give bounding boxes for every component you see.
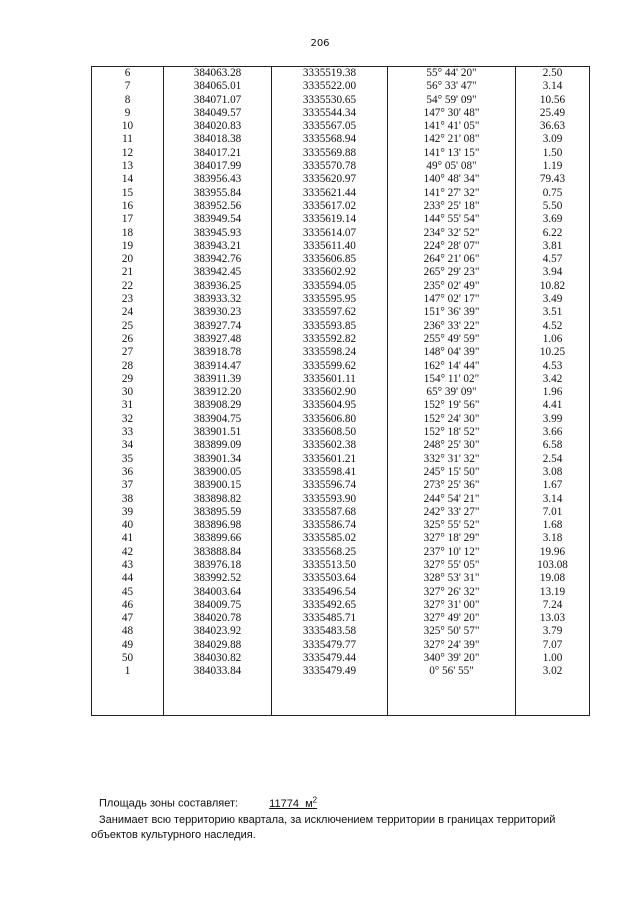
table-row bbox=[92, 67, 590, 81]
y-coordinate-cell: 3335492.65 bbox=[272, 599, 388, 612]
point-number-cell: 1 bbox=[92, 665, 164, 678]
empty-cell bbox=[92, 679, 164, 716]
point-number-cell: 37 bbox=[92, 479, 164, 492]
y-coordinate-cell: 3335598.41 bbox=[272, 466, 388, 479]
length-cell: 3.08 bbox=[516, 466, 590, 479]
y-coordinate-cell: 3335602.92 bbox=[272, 266, 388, 279]
x-coordinate-cell: 383955.84 bbox=[164, 187, 272, 200]
x-coordinate-cell: 384017.21 bbox=[164, 147, 272, 160]
direction-angle-cell: 233° 25' 18" bbox=[388, 200, 516, 213]
direction-angle-cell: 224° 28' 07" bbox=[388, 240, 516, 253]
point-number-cell: 6 bbox=[92, 67, 164, 81]
x-coordinate-cell: 383912.20 bbox=[164, 386, 272, 399]
x-coordinate-cell: 384023.92 bbox=[164, 625, 272, 638]
x-coordinate-cell: 384071.07 bbox=[164, 94, 272, 107]
point-number-cell: 48 bbox=[92, 625, 164, 638]
y-coordinate-cell: 3335602.38 bbox=[272, 439, 388, 452]
y-coordinate-cell: 3335608.50 bbox=[272, 426, 388, 439]
y-coordinate-cell: 3335522.00 bbox=[272, 80, 388, 93]
length-cell: 4.57 bbox=[516, 253, 590, 266]
length-cell: 7.01 bbox=[516, 506, 590, 519]
page-number: 206 bbox=[310, 38, 330, 49]
x-coordinate-cell: 384018.38 bbox=[164, 133, 272, 146]
x-coordinate-cell: 383901.51 bbox=[164, 426, 272, 439]
x-coordinate-cell: 383992.52 bbox=[164, 572, 272, 585]
direction-angle-cell: 141° 41' 05" bbox=[388, 120, 516, 133]
y-coordinate-cell: 3335620.97 bbox=[272, 173, 388, 186]
point-number-cell: 24 bbox=[92, 306, 164, 319]
x-coordinate-cell: 384020.83 bbox=[164, 120, 272, 133]
table-row bbox=[92, 586, 590, 599]
point-number-cell: 11 bbox=[92, 133, 164, 146]
zone-area-unit: м bbox=[305, 797, 313, 810]
direction-angle-cell: 141° 13' 15" bbox=[388, 147, 516, 160]
direction-angle-cell: 332° 31' 32" bbox=[388, 453, 516, 466]
table-row bbox=[92, 493, 590, 506]
table-row bbox=[92, 94, 590, 107]
x-coordinate-cell: 384003.64 bbox=[164, 586, 272, 599]
point-number-cell: 38 bbox=[92, 493, 164, 506]
length-cell: 4.52 bbox=[516, 320, 590, 333]
x-coordinate-cell: 384029.88 bbox=[164, 639, 272, 652]
length-cell: 1.67 bbox=[516, 479, 590, 492]
table-row bbox=[92, 107, 590, 120]
length-cell: 1.68 bbox=[516, 519, 590, 532]
table-row bbox=[92, 506, 590, 519]
y-coordinate-cell: 3335604.95 bbox=[272, 399, 388, 412]
table-row bbox=[92, 572, 590, 585]
zone-area-value bbox=[269, 795, 318, 810]
direction-angle-cell: 327° 49' 20" bbox=[388, 612, 516, 625]
length-cell: 19.08 bbox=[516, 572, 590, 585]
point-number-cell: 41 bbox=[92, 532, 164, 545]
length-cell: 3.99 bbox=[516, 413, 590, 426]
length-cell: 2.54 bbox=[516, 453, 590, 466]
y-coordinate-cell: 3335593.90 bbox=[272, 493, 388, 506]
y-coordinate-cell: 3335530.65 bbox=[272, 94, 388, 107]
direction-angle-cell: 327° 26' 32" bbox=[388, 586, 516, 599]
length-cell: 1.50 bbox=[516, 147, 590, 160]
table-row bbox=[92, 120, 590, 133]
length-cell: 4.53 bbox=[516, 360, 590, 373]
direction-angle-cell: 152° 19' 56" bbox=[388, 399, 516, 412]
x-coordinate-cell: 383956.43 bbox=[164, 173, 272, 186]
direction-angle-cell: 325° 55' 52" bbox=[388, 519, 516, 532]
x-coordinate-cell: 383943.21 bbox=[164, 240, 272, 253]
direction-angle-cell: 248° 25' 30" bbox=[388, 439, 516, 452]
table-row bbox=[92, 426, 590, 439]
length-cell: 79.43 bbox=[516, 173, 590, 186]
x-coordinate-cell: 383942.45 bbox=[164, 266, 272, 279]
direction-angle-cell: 0° 56' 55" bbox=[388, 665, 516, 678]
y-coordinate-cell: 3335569.88 bbox=[272, 147, 388, 160]
table-row bbox=[92, 213, 590, 226]
table-row bbox=[92, 532, 590, 545]
y-coordinate-cell: 3335503.64 bbox=[272, 572, 388, 585]
direction-angle-cell: 242° 33' 27" bbox=[388, 506, 516, 519]
point-number-cell: 45 bbox=[92, 586, 164, 599]
point-number-cell: 10 bbox=[92, 120, 164, 133]
table-row bbox=[92, 519, 590, 532]
length-cell: 13.03 bbox=[516, 612, 590, 625]
x-coordinate-cell: 383900.15 bbox=[164, 479, 272, 492]
x-coordinate-cell: 384065.01 bbox=[164, 80, 272, 93]
direction-angle-cell: 244° 54' 21" bbox=[388, 493, 516, 506]
x-coordinate-cell: 384049.57 bbox=[164, 107, 272, 120]
x-coordinate-cell: 383952.56 bbox=[164, 200, 272, 213]
point-number-cell: 50 bbox=[92, 652, 164, 665]
table-row bbox=[92, 665, 590, 678]
length-cell: 2.50 bbox=[516, 67, 590, 81]
empty-cell bbox=[164, 679, 272, 716]
x-coordinate-cell: 383914.47 bbox=[164, 360, 272, 373]
direction-angle-cell: 49° 05' 08" bbox=[388, 160, 516, 173]
y-coordinate-cell: 3335606.80 bbox=[272, 413, 388, 426]
table-row bbox=[92, 187, 590, 200]
x-coordinate-cell: 383927.74 bbox=[164, 320, 272, 333]
y-coordinate-cell: 3335513.50 bbox=[272, 559, 388, 572]
length-cell: 1.96 bbox=[516, 386, 590, 399]
point-number-cell: 42 bbox=[92, 546, 164, 559]
point-number-cell: 28 bbox=[92, 360, 164, 373]
point-number-cell: 19 bbox=[92, 240, 164, 253]
y-coordinate-cell: 3335594.05 bbox=[272, 280, 388, 293]
point-number-cell: 20 bbox=[92, 253, 164, 266]
length-cell: 1.19 bbox=[516, 160, 590, 173]
x-coordinate-cell: 383942.76 bbox=[164, 253, 272, 266]
point-number-cell: 17 bbox=[92, 213, 164, 226]
length-cell: 10.25 bbox=[516, 346, 590, 359]
x-coordinate-cell: 383949.54 bbox=[164, 213, 272, 226]
length-cell: 5.50 bbox=[516, 200, 590, 213]
point-number-cell: 9 bbox=[92, 107, 164, 120]
length-cell: 19.96 bbox=[516, 546, 590, 559]
direction-angle-cell: 327° 31' 00" bbox=[388, 599, 516, 612]
point-number-cell: 31 bbox=[92, 399, 164, 412]
point-number-cell: 35 bbox=[92, 453, 164, 466]
length-cell: 3.02 bbox=[516, 665, 590, 678]
x-coordinate-cell: 384009.75 bbox=[164, 599, 272, 612]
table-row bbox=[92, 439, 590, 452]
direction-angle-cell: 54° 59' 09" bbox=[388, 94, 516, 107]
table-row bbox=[92, 173, 590, 186]
x-coordinate-cell: 383899.66 bbox=[164, 532, 272, 545]
point-number-cell: 18 bbox=[92, 227, 164, 240]
direction-angle-cell: 273° 25' 36" bbox=[388, 479, 516, 492]
point-number-cell: 8 bbox=[92, 94, 164, 107]
point-number-cell: 12 bbox=[92, 147, 164, 160]
length-cell: 3.49 bbox=[516, 293, 590, 306]
empty-cell bbox=[516, 679, 590, 716]
direction-angle-cell: 255° 49' 59" bbox=[388, 333, 516, 346]
table-row bbox=[92, 133, 590, 146]
y-coordinate-cell: 3335601.11 bbox=[272, 373, 388, 386]
table-row bbox=[92, 240, 590, 253]
length-cell: 1.00 bbox=[516, 652, 590, 665]
y-coordinate-cell: 3335496.54 bbox=[272, 586, 388, 599]
point-number-cell: 27 bbox=[92, 346, 164, 359]
direction-angle-cell: 327° 24' 39" bbox=[388, 639, 516, 652]
y-coordinate-cell: 3335617.02 bbox=[272, 200, 388, 213]
y-coordinate-cell: 3335606.85 bbox=[272, 253, 388, 266]
direction-angle-cell: 235° 02' 49" bbox=[388, 280, 516, 293]
y-coordinate-cell: 3335519.38 bbox=[272, 67, 388, 81]
direction-angle-cell: 245° 15' 50" bbox=[388, 466, 516, 479]
table-row bbox=[92, 200, 590, 213]
y-coordinate-cell: 3335587.68 bbox=[272, 506, 388, 519]
length-cell: 1.06 bbox=[516, 333, 590, 346]
direction-angle-cell: 147° 02' 17" bbox=[388, 293, 516, 306]
y-coordinate-cell: 3335621.44 bbox=[272, 187, 388, 200]
point-number-cell: 29 bbox=[92, 373, 164, 386]
x-coordinate-cell: 383904.75 bbox=[164, 413, 272, 426]
direction-angle-cell: 162° 14' 44" bbox=[388, 360, 516, 373]
table-row bbox=[92, 227, 590, 240]
direction-angle-cell: 65° 39' 09" bbox=[388, 386, 516, 399]
point-number-cell: 46 bbox=[92, 599, 164, 612]
y-coordinate-cell: 3335544.34 bbox=[272, 107, 388, 120]
coordinates-table-body bbox=[92, 67, 590, 716]
point-number-cell: 16 bbox=[92, 200, 164, 213]
table-empty-row bbox=[92, 679, 590, 716]
x-coordinate-cell: 384063.28 bbox=[164, 67, 272, 81]
direction-angle-cell: 154° 11' 02" bbox=[388, 373, 516, 386]
table-row bbox=[92, 559, 590, 572]
length-cell: 3.09 bbox=[516, 133, 590, 146]
y-coordinate-cell: 3335479.77 bbox=[272, 639, 388, 652]
y-coordinate-cell: 3335570.78 bbox=[272, 160, 388, 173]
direction-angle-cell: 340° 39' 20" bbox=[388, 652, 516, 665]
empty-cell bbox=[272, 679, 388, 716]
length-cell: 10.56 bbox=[516, 94, 590, 107]
y-coordinate-cell: 3335568.25 bbox=[272, 546, 388, 559]
table-row bbox=[92, 386, 590, 399]
y-coordinate-cell: 3335614.07 bbox=[272, 227, 388, 240]
point-number-cell: 14 bbox=[92, 173, 164, 186]
table-row bbox=[92, 399, 590, 412]
length-cell: 3.69 bbox=[516, 213, 590, 226]
y-coordinate-cell: 3335485.71 bbox=[272, 612, 388, 625]
direction-angle-cell: 265° 29' 23" bbox=[388, 266, 516, 279]
direction-angle-cell: 142° 21' 08" bbox=[388, 133, 516, 146]
point-number-cell: 39 bbox=[92, 506, 164, 519]
x-coordinate-cell: 384017.99 bbox=[164, 160, 272, 173]
length-cell: 6.58 bbox=[516, 439, 590, 452]
direction-angle-cell: 152° 18' 52" bbox=[388, 426, 516, 439]
direction-angle-cell: 325° 50' 57" bbox=[388, 625, 516, 638]
y-coordinate-cell: 3335602.90 bbox=[272, 386, 388, 399]
x-coordinate-cell: 383976.18 bbox=[164, 559, 272, 572]
point-number-cell: 23 bbox=[92, 293, 164, 306]
table-row bbox=[92, 333, 590, 346]
length-cell: 36.63 bbox=[516, 120, 590, 133]
point-number-cell: 33 bbox=[92, 426, 164, 439]
y-coordinate-cell: 3335479.49 bbox=[272, 665, 388, 678]
table-row bbox=[92, 360, 590, 373]
empty-cell bbox=[388, 679, 516, 716]
zone-area-unit-power: 2 bbox=[312, 795, 318, 804]
direction-angle-cell: 144° 55' 54" bbox=[388, 213, 516, 226]
x-coordinate-cell: 383896.98 bbox=[164, 519, 272, 532]
length-cell: 10.82 bbox=[516, 280, 590, 293]
length-cell: 6.22 bbox=[516, 227, 590, 240]
table-row bbox=[92, 320, 590, 333]
table-row bbox=[92, 652, 590, 665]
coordinates-table-container bbox=[91, 66, 589, 716]
table-row bbox=[92, 612, 590, 625]
x-coordinate-cell: 383933.32 bbox=[164, 293, 272, 306]
table-row bbox=[92, 413, 590, 426]
length-cell: 4.41 bbox=[516, 399, 590, 412]
y-coordinate-cell: 3335601.21 bbox=[272, 453, 388, 466]
table-row bbox=[92, 453, 590, 466]
y-coordinate-cell: 3335567.05 bbox=[272, 120, 388, 133]
point-number-cell: 15 bbox=[92, 187, 164, 200]
x-coordinate-cell: 383899.09 bbox=[164, 439, 272, 452]
y-coordinate-cell: 3335585.02 bbox=[272, 532, 388, 545]
table-row bbox=[92, 639, 590, 652]
y-coordinate-cell: 3335479.44 bbox=[272, 652, 388, 665]
x-coordinate-cell: 383901.34 bbox=[164, 453, 272, 466]
direction-angle-cell: 151° 36' 39" bbox=[388, 306, 516, 319]
zone-area-line bbox=[99, 795, 317, 810]
table-row bbox=[92, 253, 590, 266]
direction-angle-cell: 152° 24' 30" bbox=[388, 413, 516, 426]
length-cell: 103.08 bbox=[516, 559, 590, 572]
x-coordinate-cell: 383927.48 bbox=[164, 333, 272, 346]
y-coordinate-cell: 3335592.82 bbox=[272, 333, 388, 346]
point-number-cell: 7 bbox=[92, 80, 164, 93]
table-row bbox=[92, 147, 590, 160]
length-cell: 0.75 bbox=[516, 187, 590, 200]
point-number-cell: 21 bbox=[92, 266, 164, 279]
y-coordinate-cell: 3335586.74 bbox=[272, 519, 388, 532]
length-cell: 3.42 bbox=[516, 373, 590, 386]
length-cell: 3.79 bbox=[516, 625, 590, 638]
y-coordinate-cell: 3335599.62 bbox=[272, 360, 388, 373]
point-number-cell: 22 bbox=[92, 280, 164, 293]
x-coordinate-cell: 383911.39 bbox=[164, 373, 272, 386]
point-number-cell: 43 bbox=[92, 559, 164, 572]
x-coordinate-cell: 384033.84 bbox=[164, 665, 272, 678]
zone-area-number: 11774 bbox=[269, 797, 299, 810]
direction-angle-cell: 327° 55' 05" bbox=[388, 559, 516, 572]
zone-area-label: Площадь зоны составляет: bbox=[99, 797, 239, 810]
x-coordinate-cell: 383888.84 bbox=[164, 546, 272, 559]
direction-angle-cell: 56° 33' 47" bbox=[388, 80, 516, 93]
x-coordinate-cell: 383900.05 bbox=[164, 466, 272, 479]
direction-angle-cell: 148° 04' 39" bbox=[388, 346, 516, 359]
table-row bbox=[92, 306, 590, 319]
x-coordinate-cell: 384030.82 bbox=[164, 652, 272, 665]
x-coordinate-cell: 383908.29 bbox=[164, 399, 272, 412]
y-coordinate-cell: 3335568.94 bbox=[272, 133, 388, 146]
y-coordinate-cell: 3335611.40 bbox=[272, 240, 388, 253]
length-cell: 7.24 bbox=[516, 599, 590, 612]
point-number-cell: 30 bbox=[92, 386, 164, 399]
point-number-cell: 25 bbox=[92, 320, 164, 333]
direction-angle-cell: 147° 30' 48" bbox=[388, 107, 516, 120]
direction-angle-cell: 236° 33' 22" bbox=[388, 320, 516, 333]
y-coordinate-cell: 3335593.85 bbox=[272, 320, 388, 333]
direction-angle-cell: 327° 18' 29" bbox=[388, 532, 516, 545]
x-coordinate-cell: 383945.93 bbox=[164, 227, 272, 240]
x-coordinate-cell: 383918.78 bbox=[164, 346, 272, 359]
point-number-cell: 40 bbox=[92, 519, 164, 532]
length-cell: 3.18 bbox=[516, 532, 590, 545]
length-cell: 3.51 bbox=[516, 306, 590, 319]
x-coordinate-cell: 384020.78 bbox=[164, 612, 272, 625]
y-coordinate-cell: 3335596.74 bbox=[272, 479, 388, 492]
x-coordinate-cell: 383898.82 bbox=[164, 493, 272, 506]
table-row bbox=[92, 280, 590, 293]
direction-angle-cell: 328° 53' 31" bbox=[388, 572, 516, 585]
point-number-cell: 34 bbox=[92, 439, 164, 452]
direction-angle-cell: 141° 27' 32" bbox=[388, 187, 516, 200]
direction-angle-cell: 264° 21' 06" bbox=[388, 253, 516, 266]
table-row bbox=[92, 346, 590, 359]
x-coordinate-cell: 383895.59 bbox=[164, 506, 272, 519]
point-number-cell: 49 bbox=[92, 639, 164, 652]
table-row bbox=[92, 266, 590, 279]
length-cell: 3.81 bbox=[516, 240, 590, 253]
point-number-cell: 47 bbox=[92, 612, 164, 625]
y-coordinate-cell: 3335597.62 bbox=[272, 306, 388, 319]
point-number-cell: 13 bbox=[92, 160, 164, 173]
coordinates-table bbox=[91, 66, 590, 716]
x-coordinate-cell: 383936.25 bbox=[164, 280, 272, 293]
length-cell: 7.07 bbox=[516, 639, 590, 652]
table-row bbox=[92, 373, 590, 386]
length-cell: 25.49 bbox=[516, 107, 590, 120]
y-coordinate-cell: 3335595.95 bbox=[272, 293, 388, 306]
length-cell: 3.66 bbox=[516, 426, 590, 439]
table-row bbox=[92, 80, 590, 93]
table-row bbox=[92, 546, 590, 559]
length-cell: 13.19 bbox=[516, 586, 590, 599]
zone-description: Занимает всю территорию квартала, за исключением территории в границах территорий объектов культурного наследия. bbox=[91, 814, 556, 841]
x-coordinate-cell: 383930.23 bbox=[164, 306, 272, 319]
table-row bbox=[92, 599, 590, 612]
y-coordinate-cell: 3335598.24 bbox=[272, 346, 388, 359]
point-number-cell: 26 bbox=[92, 333, 164, 346]
point-number-cell: 32 bbox=[92, 413, 164, 426]
length-cell: 3.14 bbox=[516, 493, 590, 506]
table-row bbox=[92, 466, 590, 479]
direction-angle-cell: 234° 32' 52" bbox=[388, 227, 516, 240]
table-row bbox=[92, 293, 590, 306]
y-coordinate-cell: 3335483.58 bbox=[272, 625, 388, 638]
direction-angle-cell: 55° 44' 20" bbox=[388, 67, 516, 81]
table-row bbox=[92, 160, 590, 173]
direction-angle-cell: 140° 48' 34" bbox=[388, 173, 516, 186]
table-row bbox=[92, 625, 590, 638]
length-cell: 3.14 bbox=[516, 80, 590, 93]
direction-angle-cell: 237° 10' 12" bbox=[388, 546, 516, 559]
table-row bbox=[92, 479, 590, 492]
point-number-cell: 44 bbox=[92, 572, 164, 585]
point-number-cell: 36 bbox=[92, 466, 164, 479]
y-coordinate-cell: 3335619.14 bbox=[272, 213, 388, 226]
length-cell: 3.94 bbox=[516, 266, 590, 279]
